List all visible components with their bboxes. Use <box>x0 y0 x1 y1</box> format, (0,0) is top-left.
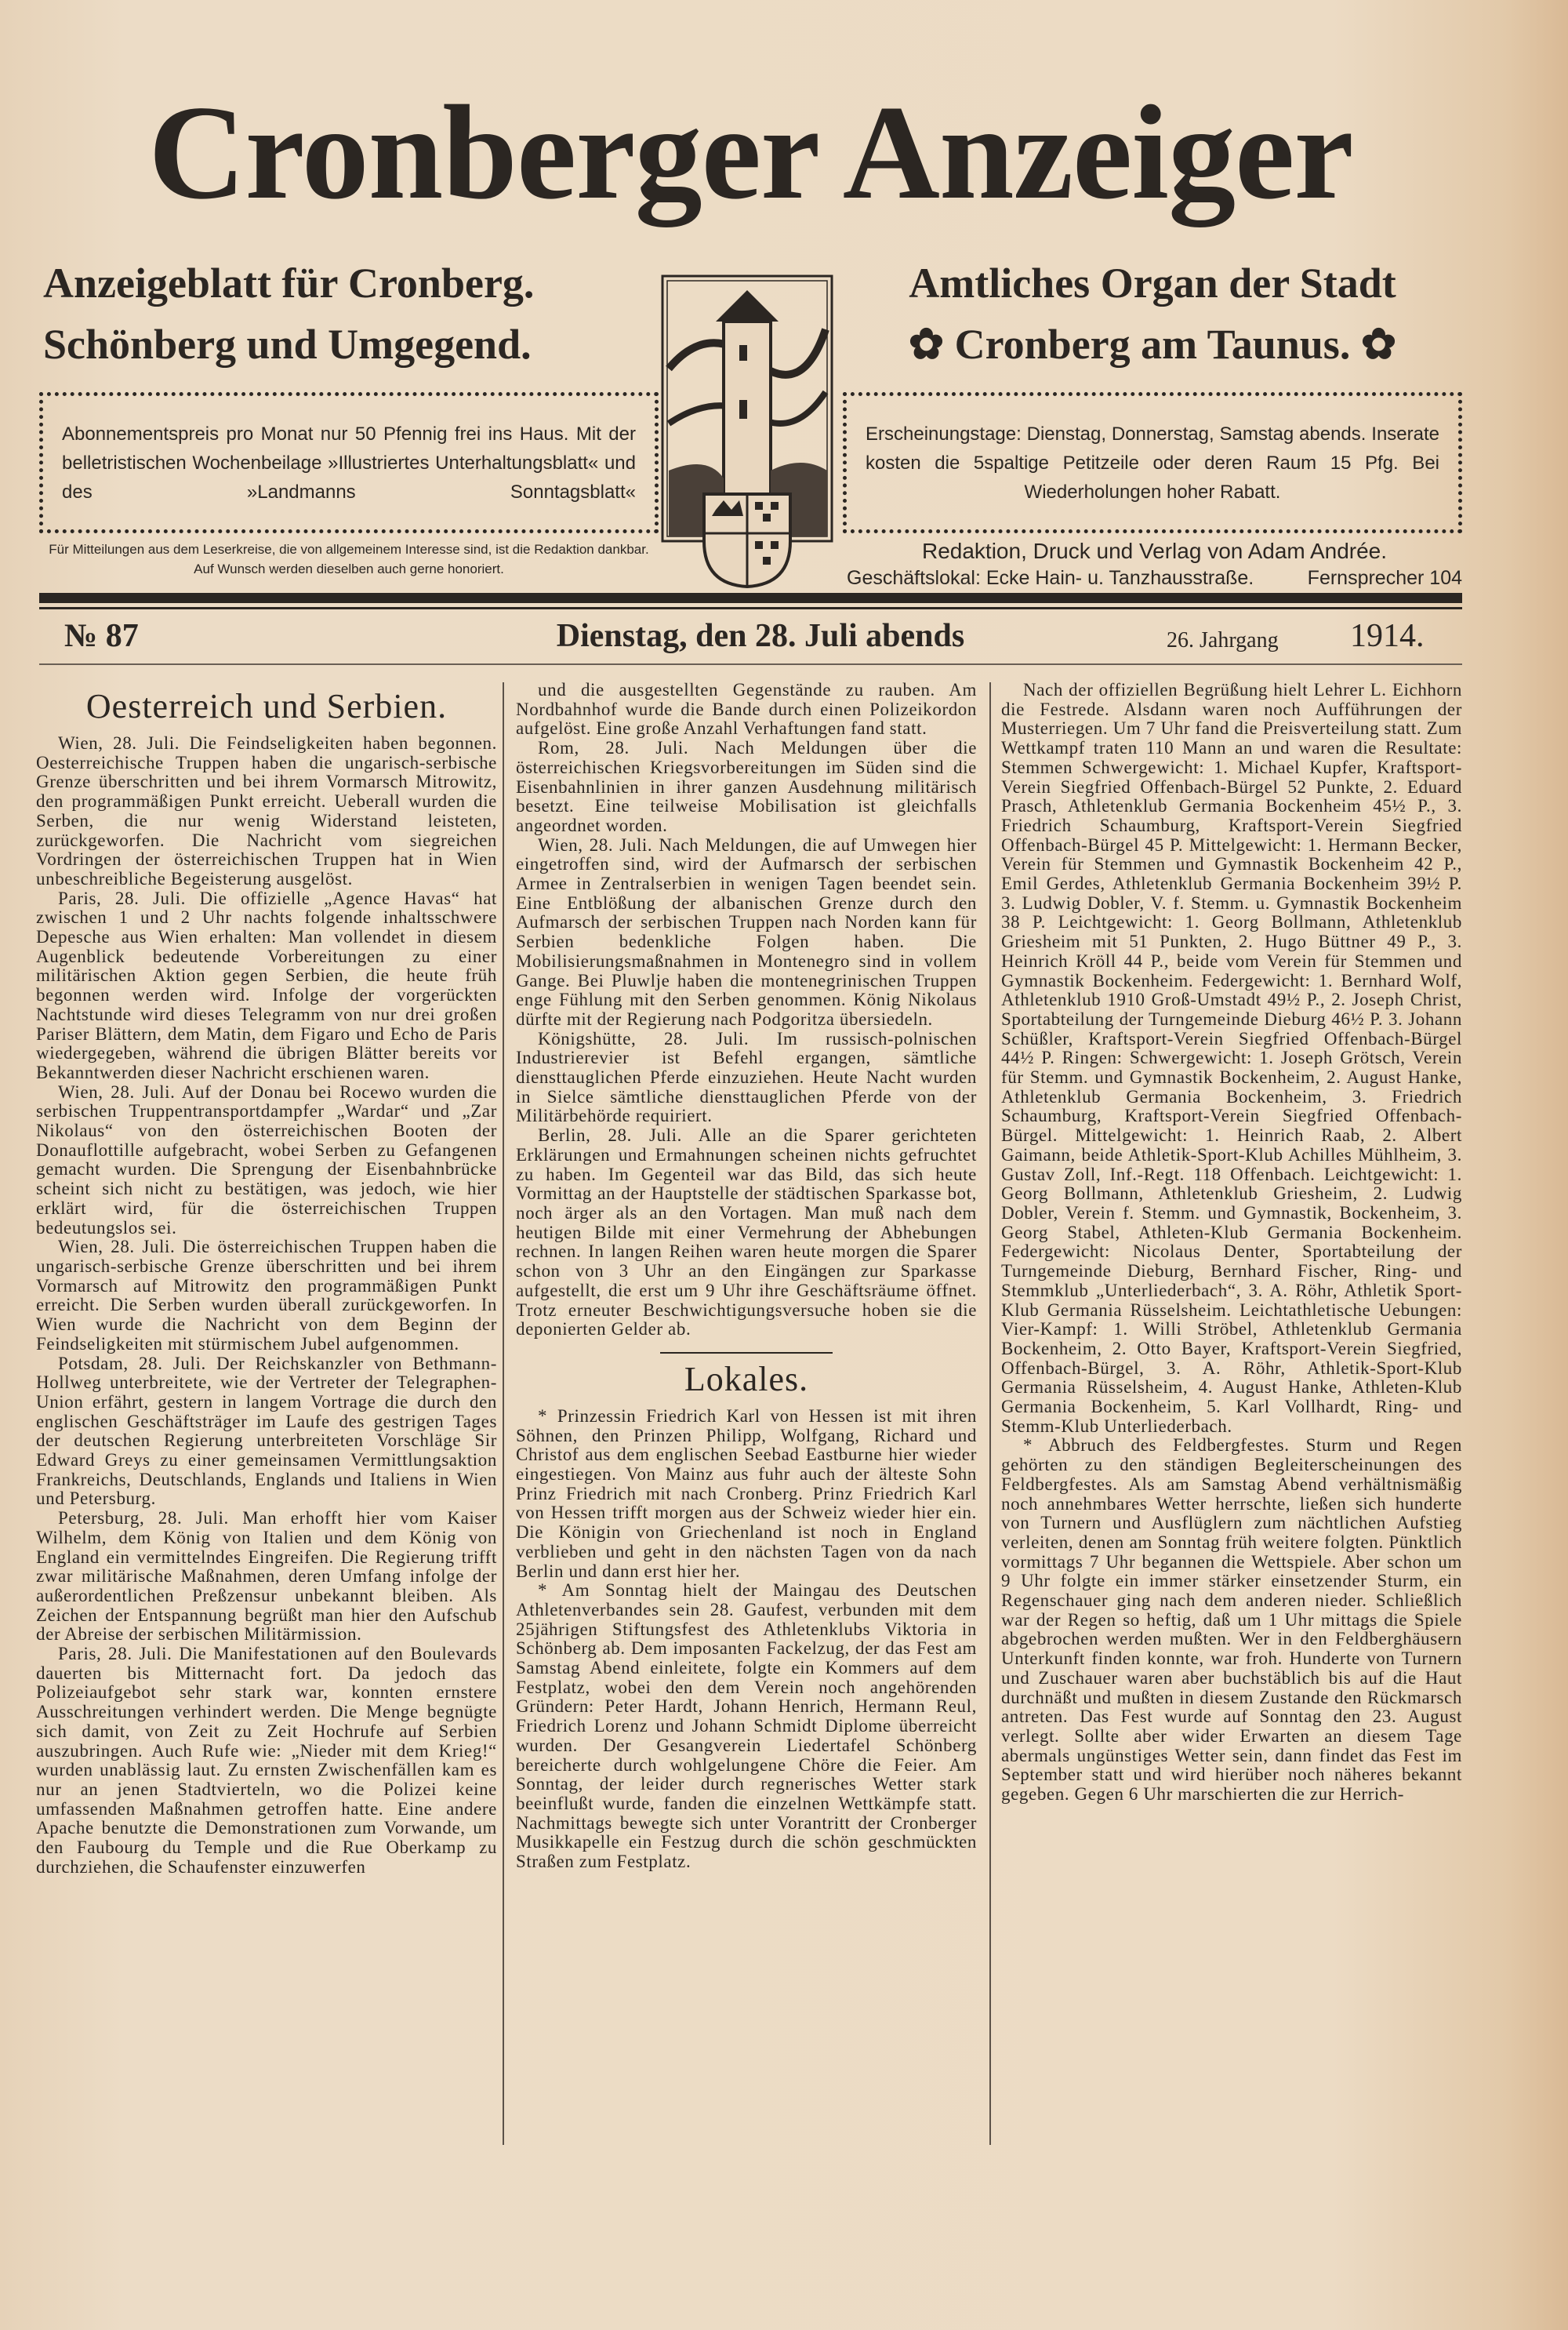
publisher-line: Redaktion, Druck und Verlag von Adam Andrée. <box>921 539 1388 563</box>
office-line <box>847 565 1462 591</box>
paragraph: Rom, 28. Juli. Nach Meldungen über die österreichischen Kriegsvorbereitungen im Süden sind die Eisenbahnlinien in ihrer ganzen Ausdehnung militärisch besetzt. Eine teilweise Mobilisation ist gleichfalls angeordnet worden. <box>516 738 977 835</box>
paragraph: Potsdam, 28. Juli. Der Reichskanzler von Bethmann-Hollweg unterbreitete, wie der Vertreter der Telegraphen-Union erfährt, gestern in langem Vortrage die durch den englischen Geschäftsträger im Laufe des gestrigen Tages der deutschen Regierung unterbreiteten Vorschläge Sir Edward Greys zu einer gemeinsamen Vermittlungsaktion Frankreichs, Deutschlands, Englands und Italiens in Wien und Petersburg. <box>36 1353 497 1509</box>
subtitle-right <box>843 253 1462 375</box>
subtitle-right-line1: Amtliches Organ der Stadt <box>909 260 1396 307</box>
column-2 <box>516 681 977 1872</box>
reader-contributions-note: Für Mitteilungen aus dem Leserkreise, die von allgemeinem Interesse sind, ist die Redaktion dankbar. Auf Wunsch werden dieselben auch gerne honoriert. <box>49 542 649 576</box>
paragraph: Wien, 28. Juli. Die österreichischen Truppen haben die ungarisch-serbische Grenze überschritten und bei ihrem Vormarsch auf Mitrowitz den programmäßigen Punkt erreicht. Die Serben wurden überall zurückgeworfen. In Wien wurde die Nachricht von dem Beginn der Feindseligkeiten mit stürmischem Jubel aufgenommen. <box>36 1237 497 1354</box>
section-heading-local: Lokales. <box>684 1359 809 1398</box>
column-divider <box>503 682 504 2145</box>
imprint <box>847 538 1462 591</box>
issue-date: Dienstag, den 28. Juli abends <box>556 618 965 654</box>
masthead-rule-thick <box>39 593 1462 603</box>
article-body <box>36 734 497 1877</box>
article-heading: Oesterreich und Serbien. <box>85 687 448 725</box>
column-1 <box>36 681 497 1877</box>
publication-info-box: Erscheinungstage: Dienstag, Donnerstag, Samstag abends. Inserate kosten die 5spaltige Petitzeile oder deren Raum 15 Pfg. Bei Wiederholungen hoher Rabatt. <box>843 392 1462 533</box>
paragraph: Wien, 28. Juli. Auf der Donau bei Rocewo wurden die serbischen Truppentransportdampfer „Wardar“ und „Zar Nikolaus“ von den österreichischen Booten der Donauflottille aufgebracht, wobei Serben zu Gefangenen gemacht wurden. Die Sprengung der Eisenbahnbrücke scheint sich nicht zu bestätigen, was jedoch, wie hier erklärt wird, für die österreichischen Truppen bedeutungslos sei. <box>36 1081 497 1238</box>
issue-rule <box>39 663 1462 665</box>
subtitle-left <box>43 253 655 375</box>
subtitle-left-line1: Anzeigeblatt für Cronberg. <box>43 260 535 307</box>
paragraph: Berlin, 28. Juli. Alle an die Sparer gerichteten Erklärungen und Ermahnungen scheinen nichts gefruchtet zu haben. Im Gegenteil war das Bild, das sich heute Vormittag an der Hauptstelle der städtischen Sparkasse bot, noch ärger als an den Vortagen. Man muß nach dem heutigen Bilde mit einer Vermehrung der Abhebungen rechnen. In langen Reihen waren heute morgen die Sparer schon von 3 Uhr an den Eingängen zur Sparkasse aufgestellt, die erst um 9 Uhr ihre Geschäftsräume öffnet. Trotz erneuter Beschwichtigungsversuche hoben sie die deponierten Gelder ab. <box>516 1125 977 1339</box>
column-3 <box>1001 681 1462 1805</box>
paragraph: * Abbruch des Feldbergfestes. Sturm und Regen gehörten zu den ständigen Begleiterscheinungen des Feldbergfestes. Als am Samstag Abend verhältnismäßig noch annehmbares Wetter herrschte, ließen sich hunderte von Turnern und Ausflüglern zum nächtlichen Aufstieg verleiten, denen am Sonntag früh weitere folgten. Pünktlich vormittags 7 Uhr begannen die Wettspiele. Aber schon um 9 Uhr folgte ein immer stärker einsetzender Sturm, ein Regenschauer ging nach dem anderen nieder. Schließlich war der Regen so heftig, daß um 1 Uhr mittags die Spiele abgebrochen werden mußten. Wer in den Feldberghäusern Unterkunft finden konnte, war froh. Hunderte von Turnern und Zuschauer waren aber buchstäblich bis auf die Haut durchnäßt und mußten in diesem Zustande den Rückmarsch antreten. Das Fest wurde auf Sonntag den 23. August verlegt. Sollte aber wider Erwarten an diesem Tage abermals ungünstiges Wetter sein, dann findet das Fest im September statt und wird hierüber noch näheres bekannt gegeben. Gegen 6 Uhr marschierten die zur Herrich- <box>1001 1435 1462 1805</box>
masthead-rule-thin <box>39 607 1462 609</box>
section-divider <box>660 1352 833 1354</box>
paragraph: * Prinzessin Friedrich Karl von Hessen ist mit ihren Söhnen, den Prinzen Philipp, Wolfgang, Richard und Christof aus dem englischen Seebad Eastburne hier wieder eingestiegen. Von Mainz aus fuhr auch der älteste Sohn Prinz Friedrich mit nach Cronberg. Prinz Friedrich Karl von Hessen trifft morgen aus der Schweiz wieder hier ein. Die Königin von Griechenland ist noch in England verblieben und geht in den nächsten Tagen von da nach Berlin und dann erst hier her. <box>516 1405 977 1581</box>
town-tower-emblem-icon <box>661 274 833 588</box>
paragraph: Nach der offiziellen Begrüßung hielt Lehrer L. Eichhorn die Festrede. Alsdann waren noch Aufführungen der Musterriegen. Um 7 Uhr fand die Preisverteilung statt. Zum Wettkampf traten 110 Mann an und waren die Resultate: Stemmen Schwergewicht: 1. Michael Kupfer, Kraftsport-Verein Siegfried Offenbach-Bürgel 52 Punkte, 2. Eduard Prasch, Athletenklub Germania Bockenheim 45½ P., 3. Friedrich Schaumburg, Kraftsport-Verein Siegfried Offenbach-Bürgel 45 P. Mittelgewicht: 1. Hermann Becker, Verein für Stemmen und Gymnastik Bockenheim 42 P., Emil Gerdes, Athletenklub Germania Bockenheim 39½ P. 3. Ludwig Dobler, V. f. Stemm. u. Gymnastik Bockenheim 38 P. Leichtgewicht: 1. Georg Bollmann, Athletenklub Griesheim mit 51 Punkten, 2. Hugo Büttner 49 P., 3. Heinrich Kröll 44 P., beide vom Verein für Stemmen und Gymnastik Bockenheim. Federgewicht: 1. Bernhard Wolf, Athletenklub 1910 Groß-Umstadt 49½ P., 2. Joseph Christ, Sportabteilung der Turngemeinde Dieburg 46½ P. 3. Johann Schüßler, Kraftsport-Verein Siegfried Offenbach-Bürgel 44½ P. Ringen: Schwergewicht: 1. Joseph Grötsch, Verein für Stemm. und Gymnastik Bockenheim, 2. August Hanke, Athletenklub Germania Bockenheim, 3. Friedrich Schaumburg, Kraftsport-Verein Siegfried Offenbach-Bürgel. Mittelgewicht: 1. Heinrich Raab, 2. Albert Gaimann, beide Athletik-Sport-Klub Achilles Mühlheim, 3. Gustav Zoll, Inf.-Regt. 118 Offenbach. Leichtgewicht: 1. Georg Bollmann, Athletenklub Griesheim, 2. Ludwig Dobler, Verein f. Stemm. und Gymnastik, Bockenheim, 3. Georg Stabel, Athleten-Klub Germania Bockenheim. Federgewicht: Nicolaus Denter, Sportabteilung der Turngemeinde Dieburg, Bernhard Fischer, Ring- und Stemmklub „Unterliederbach“, 3. A. Röhr, Athletik Sport-Klub Germania Rüsselsheim. Leichtathletische Uebungen: Vier-Kampf: 1. Willi Ströbel, Athletenklub Germania Bockenheim, 2. Otto Bayer, Kraftsport-Verein Siegfried, Offenbach-Bürgel, 3. A. Röhr, Athletik-Sport-Klub Germania Rüsselsheim, 4. August Hanke, Athleten-Klub Germania Bockenheim, 5. Karl Vollhardt, Ring- und Stemm-Klub Unterliederbach. <box>1001 680 1462 1436</box>
subtitle-left-line2: Schönberg und Umgegend. <box>43 321 532 368</box>
paragraph: Petersburg, 28. Juli. Man erhofft hier vom Kaiser Wilhelm, dem König von Italien und dem König von England ein vermittelndes Eingreifen. Die Regierung trifft zwar militärische Maßnahmen, deren Umfang infolge der außerordentlichen Preßzensur unbekannt bleiben. Als Zeichen der Entspannung begrüßt man hier den Aufschub der Abreise der serbischen Militärmission. <box>36 1508 497 1645</box>
phone-number: Fernsprecher 104 <box>1307 567 1462 589</box>
issue-volume: 26. Jahrgang <box>1167 628 1279 652</box>
article-body <box>516 681 977 1339</box>
paragraph: und die ausgestellten Gegenstände zu rauben. Am Nordbahnhof wurde die Bande durch einen Polizeikordon aufgelöst. Eine große Anzahl Verhaftungen fand statt. <box>516 680 977 739</box>
paragraph: Paris, 28. Juli. Die Manifestationen auf den Boulevards dauerten bis Mitternacht fort. Da jedoch das Polizeiaufgebot sehr stark war, konnten ernstere Ausschreitungen verhindert werden. Die Menge begnügte sich damit, von Zeit zu Zeit Hochrufe auf Serbien auszubringen. Auch Rufe wie: „Nieder mit dem Krieg!“ wurden unablässig laut. Zu ernsten Zwischenfällen kam es nur an jenen Stadtvierteln, wo die Polizei keine umfassenden Maßnahmen getroffen hatte. Eine andere Apache benutzte die Demonstrationen zum Vorwande, um den Faubourg du Temple und die Rue Oberkamp zu durchziehen, die Schaufenster einzuwerfen <box>36 1644 497 1877</box>
paragraph: Königshütte, 28. Juli. Im russisch-polnischen Industrierevier ist Befehl ergangen, sämtliche diensttauglichen Pferde einzuziehen. Heute Nacht wurden in Sielce sämtliche diensttauglichen Pferde von der Militärbehörde requiriert. <box>516 1028 977 1126</box>
office-address: Geschäftslokal: Ecke Hain- u. Tanzhausstraße. <box>847 567 1254 589</box>
newspaper-title: Cronberger Anzeiger <box>148 78 1353 227</box>
subscription-box: Abonnementspreis pro Monat nur 50 Pfennig frei ins Haus. Mit der belletristischen Wochenbeilage »Illustriertes Unterhaltungsblatt« und des »Landmanns Sonntagsblatt« <box>39 392 659 533</box>
paragraph: Wien, 28. Juli. Nach Meldungen, die auf Umwegen hier eingetroffen sind, wird der Aufmarsch der serbischen Armee in Zentralserbien in wenigen Tagen beendet sein. Eine Entblößung der albanischen Grenze durch den Aufmarsch der serbischen Truppen nach Norden kann für Serbien bedenkliche Folgen haben. Die Mobilisierungsmaßnahmen in Montenegro sind in vollem Gange. Bei Pluwlje haben die montenegrinischen Truppen enge Fühlung mit den Serben genommen. König Nikolaus dürfte mit der Regierung nach Podgoritza übersiedeln. <box>516 834 977 1029</box>
paragraph: Wien, 28. Juli. Die Feindseligkeiten haben begonnen. Oesterreichische Truppen haben die ungarisch-serbische Grenze überschritten und bei ihrem Vormarsch Mitrowitz, den programmäßigen Punkt erreicht. Ueberall wurden die Serben, die nur wenig Widerstand leisteten, zurückgeworfen. Die Nachricht vom siegreichen Vordringen der österreichischen Truppen hat in Wien unbeschreibliche Begeisterung ausgelöst. <box>36 733 497 889</box>
issue-number: № 87 <box>64 618 139 654</box>
paragraph: * Am Sonntag hielt der Maingau des Deutschen Athletenverbandes sein 28. Gaufest, verbunden mit dem 25jährigen Stiftungsfest des Athletenklubs Viktoria in Schönberg ab. Dem imposanten Fackelzug, der das Fest am Samstag Abend einleitete, folgte ein Kommers auf dem Festplatz, wobei den dem Verein noch angehörenden Gründern: Peter Hardt, Johann Henrich, Hermann Reul, Friedrich Lorenz und Johann Schmidt Diplome überreicht wurden. Der Gesangverein Liedertafel Schönberg bereicherte durch wohlgelungene Chöre die Feier. Am Sonntag, der leider durch regnerisches Wetter stark beeinflußt wurde, fanden die einzelnen Wettkämpfe statt. Nachmittags bewegte sich unter Vorantritt der Cronberger Musikkapelle ein Festzug durch die schön geschmückten Straßen zum Festplatz. <box>516 1580 977 1872</box>
subtitle-right-line2: ✿ Cronberg am Taunus. ✿ <box>908 321 1397 368</box>
column-divider <box>989 682 991 2145</box>
article-body <box>1001 681 1462 1805</box>
local-news-body <box>516 1407 977 1872</box>
issue-year: 1914. <box>1350 618 1425 654</box>
paragraph: Paris, 28. Juli. Die offizielle „Agence Havas“ hat zwischen 1 und 2 Uhr nachts folgende inhaltsschwere Depesche aus Wien erhalten: Man vollendet in diesem Augenblick bedeutende Vorbereitungen zu einer militärischen Aktion gegen Serbien, die heute früh begonnen werden wird. Infolge der vorgerückten Nachtstunde wird dieses Telegramm von nur drei großen Pariser Blättern, dem Matin, dem Figaro und Echo de Paris wiedergegeben, während die übrigen Blätter bereits vor Bekanntwerden dieser Nachricht erschienen waren. <box>36 888 497 1082</box>
